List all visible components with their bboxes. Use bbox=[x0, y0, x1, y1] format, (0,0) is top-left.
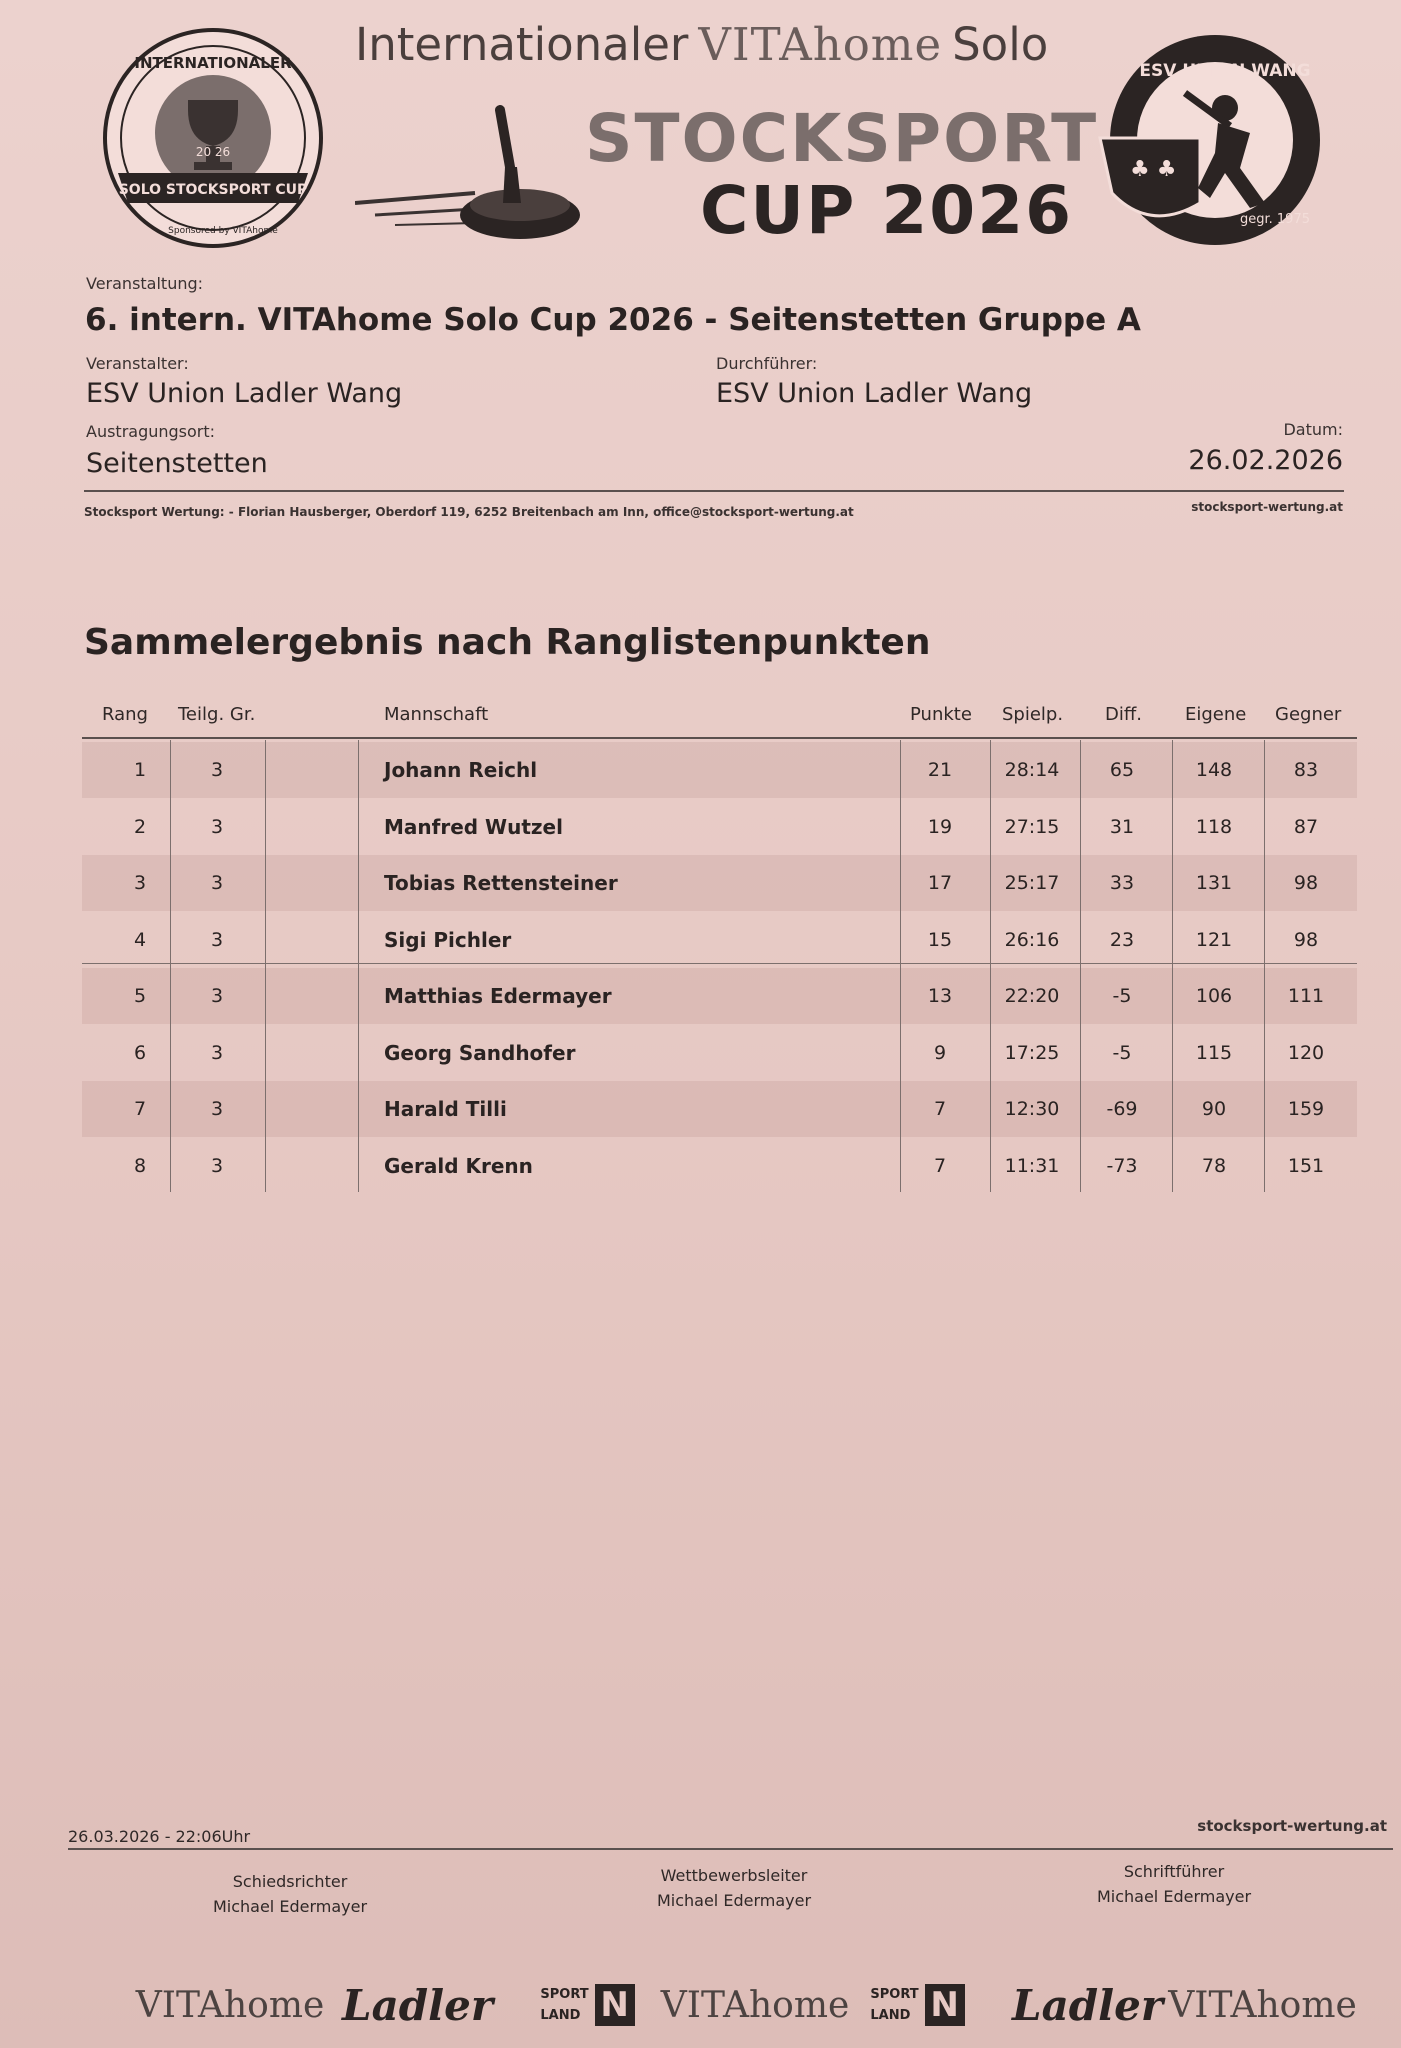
cell-rang: 4 bbox=[133, 928, 147, 951]
cell-spielp: 28:14 bbox=[1004, 759, 1060, 781]
cell-rang: 6 bbox=[133, 1041, 147, 1064]
signature-name: Michael Edermayer bbox=[212, 1897, 368, 1916]
cell-gegner: 83 bbox=[1293, 759, 1319, 781]
cell-punkte: 17 bbox=[927, 872, 953, 894]
signature-referee bbox=[160, 1872, 420, 1916]
cell-name: Georg Sandhofer bbox=[384, 1040, 576, 1065]
cell-eigene: 148 bbox=[1195, 759, 1233, 781]
sponsor-vitahome-logo: VITAhome bbox=[135, 1984, 325, 2026]
date-label: Datum: bbox=[1283, 420, 1343, 439]
cell-teilg: 3 bbox=[210, 1154, 224, 1177]
svg-text:♣ ♣: ♣ ♣ bbox=[1130, 157, 1177, 182]
cell-punkte: 7 bbox=[933, 1098, 947, 1120]
cell-eigene: 115 bbox=[1195, 1041, 1233, 1064]
col-header-teilg: Teilg. Gr. bbox=[178, 704, 256, 725]
signature-role: Wettbewerbsleiter bbox=[660, 1866, 808, 1885]
cell-teilg: 3 bbox=[210, 985, 224, 1007]
brand-line bbox=[355, 18, 1048, 71]
cell-diff: -5 bbox=[1112, 1041, 1132, 1064]
table-header-rule bbox=[82, 737, 1357, 739]
cell-eigene: 90 bbox=[1201, 1098, 1227, 1120]
cell-spielp: 25:17 bbox=[1004, 872, 1060, 894]
col-header-spielp: Spielp. bbox=[1002, 704, 1064, 725]
column-divider bbox=[170, 740, 171, 1192]
table-row bbox=[82, 855, 1357, 911]
sponsor-sportland-logo: SPORT LAND N bbox=[860, 1975, 975, 2035]
cell-rang: 1 bbox=[133, 759, 147, 781]
column-divider bbox=[265, 740, 266, 1192]
cell-eigene: 78 bbox=[1201, 1154, 1227, 1177]
brand-left: Internationaler bbox=[355, 18, 689, 71]
table-row bbox=[82, 1138, 1357, 1194]
executor-value: ESV Union Ladler Wang bbox=[716, 378, 1033, 409]
title-line-1: STOCKSPORT bbox=[585, 100, 1099, 177]
section-title: Sammelergebnis nach Ranglistenpunkten bbox=[84, 622, 931, 663]
sponsor-vitahome-logo: VITAhome bbox=[660, 1984, 850, 2026]
sportland-n-icon: N bbox=[925, 1984, 965, 2026]
cell-teilg: 3 bbox=[210, 928, 224, 951]
cell-rang: 3 bbox=[133, 872, 147, 894]
svg-text:SOLO STOCKSPORT CUP: SOLO STOCKSPORT CUP bbox=[118, 182, 308, 198]
cell-name: Manfred Wutzel bbox=[384, 814, 563, 839]
cell-rang: 7 bbox=[133, 1098, 147, 1120]
column-divider bbox=[990, 740, 991, 1192]
cell-name: Matthias Edermayer bbox=[384, 984, 612, 1008]
column-divider bbox=[1264, 740, 1265, 1192]
brand-vita-logo: VITAhome bbox=[698, 18, 943, 71]
table-row bbox=[82, 968, 1357, 1024]
cell-spielp: 11:31 bbox=[1004, 1154, 1060, 1177]
col-header-diff: Diff. bbox=[1105, 704, 1142, 725]
cell-gegner: 120 bbox=[1287, 1041, 1325, 1064]
cell-teilg: 3 bbox=[210, 1098, 224, 1120]
venue-label: Austragungsort: bbox=[86, 422, 216, 441]
cell-diff: 33 bbox=[1109, 872, 1135, 894]
col-header-team: Mannschaft bbox=[384, 704, 489, 725]
signature-name: Michael Edermayer bbox=[1096, 1887, 1252, 1906]
cell-punkte: 9 bbox=[933, 1041, 947, 1064]
cell-diff: -69 bbox=[1106, 1098, 1138, 1120]
sponsor-ladler-logo: Ladler bbox=[342, 1980, 493, 2030]
column-divider bbox=[1080, 740, 1081, 1192]
cup-emblem-logo bbox=[98, 28, 328, 258]
organizer-label: Veranstalter: bbox=[86, 354, 189, 373]
cell-diff: -5 bbox=[1112, 985, 1132, 1007]
column-divider bbox=[358, 740, 359, 1192]
cell-teilg: 3 bbox=[210, 872, 224, 894]
cell-gegner: 111 bbox=[1287, 985, 1325, 1007]
cell-spielp: 26:16 bbox=[1004, 928, 1060, 951]
cell-punkte: 15 bbox=[927, 928, 953, 951]
header-divider bbox=[84, 490, 1344, 492]
date-value: 26.02.2026 bbox=[1188, 445, 1343, 476]
footer-site: stocksport-wertung.at bbox=[1197, 1817, 1387, 1835]
cell-rang: 5 bbox=[133, 985, 147, 1007]
club-emblem-logo bbox=[1090, 28, 1325, 253]
cell-punkte: 13 bbox=[927, 985, 953, 1007]
cell-punkte: 21 bbox=[927, 759, 953, 781]
table-row bbox=[82, 912, 1357, 968]
cell-diff: -73 bbox=[1106, 1154, 1138, 1177]
svg-text:gegr. 1975: gegr. 1975 bbox=[1239, 212, 1311, 227]
svg-text:20 26: 20 26 bbox=[195, 145, 231, 159]
col-header-punkte: Punkte bbox=[910, 704, 972, 725]
brand-right: Solo bbox=[952, 18, 1049, 71]
cell-name: Gerald Krenn bbox=[384, 1153, 533, 1178]
cell-name: Harald Tilli bbox=[384, 1097, 507, 1121]
table-row bbox=[82, 799, 1357, 855]
signature-role: Schiedsrichter bbox=[232, 1872, 348, 1891]
event-label: Veranstaltung: bbox=[86, 274, 204, 293]
group-separator bbox=[82, 963, 1357, 964]
cell-eigene: 106 bbox=[1195, 985, 1233, 1007]
table-row bbox=[82, 742, 1357, 798]
cell-diff: 65 bbox=[1109, 759, 1135, 781]
table-row bbox=[82, 1025, 1357, 1081]
cell-spielp: 27:15 bbox=[1004, 815, 1060, 838]
sponsor-ladler-logo: Ladler bbox=[1012, 1980, 1163, 2030]
event-title: 6. intern. VITAhome Solo Cup 2026 - Seitenstetten Gruppe A bbox=[85, 302, 1141, 338]
cell-eigene: 121 bbox=[1195, 928, 1233, 951]
cell-diff: 31 bbox=[1109, 815, 1135, 838]
sponsor-sportland-logo: SPORT LAND N bbox=[530, 1975, 645, 2035]
column-divider bbox=[1172, 740, 1173, 1192]
cell-punkte: 7 bbox=[933, 1154, 947, 1177]
cell-gegner: 87 bbox=[1293, 815, 1319, 838]
signature-name: Michael Edermayer bbox=[656, 1891, 812, 1910]
cell-name: Sigi Pichler bbox=[384, 927, 512, 952]
cell-spielp: 22:20 bbox=[1004, 985, 1060, 1007]
cell-eigene: 131 bbox=[1195, 872, 1233, 894]
cell-eigene: 118 bbox=[1195, 815, 1233, 838]
scoring-site: stocksport-wertung.at bbox=[1191, 500, 1343, 514]
cell-gegner: 98 bbox=[1293, 872, 1319, 894]
sportland-n-icon: N bbox=[595, 1984, 635, 2026]
svg-text:ESV UNION WANG: ESV UNION WANG bbox=[1139, 61, 1311, 81]
cell-punkte: 19 bbox=[927, 815, 953, 838]
cell-rang: 2 bbox=[133, 815, 147, 838]
cell-spielp: 12:30 bbox=[1004, 1098, 1060, 1120]
footer-divider bbox=[68, 1848, 1393, 1850]
print-timestamp: 26.03.2026 - 22:06Uhr bbox=[68, 1827, 251, 1846]
scoring-info: Stocksport Wertung: - Florian Hausberger, Oberdorf 119, 6252 Breitenbach am Inn, office@stocksport-wertung.at bbox=[84, 505, 854, 519]
table-row bbox=[82, 1081, 1357, 1137]
venue-value: Seitenstetten bbox=[86, 448, 268, 479]
signature-competition-leader bbox=[604, 1866, 864, 1910]
signature-secretary bbox=[1044, 1862, 1304, 1906]
cell-rang: 8 bbox=[133, 1154, 147, 1177]
cell-name: Tobias Rettensteiner bbox=[384, 871, 618, 895]
organizer-value: ESV Union Ladler Wang bbox=[86, 378, 403, 409]
col-header-eigene: Eigene bbox=[1185, 704, 1247, 725]
executor-label: Durchführer: bbox=[716, 354, 818, 373]
cell-teilg: 3 bbox=[210, 759, 224, 781]
cell-teilg: 3 bbox=[210, 815, 224, 838]
col-header-gegner: Gegner bbox=[1275, 704, 1342, 725]
col-header-rang: Rang bbox=[102, 704, 148, 725]
signature-role: Schriftführer bbox=[1123, 1862, 1225, 1881]
cell-gegner: 98 bbox=[1293, 928, 1319, 951]
curling-stone-icon bbox=[355, 105, 595, 245]
cell-teilg: 3 bbox=[210, 1041, 224, 1064]
cell-gegner: 159 bbox=[1287, 1098, 1325, 1120]
cell-spielp: 17:25 bbox=[1004, 1041, 1060, 1064]
svg-text:INTERNATIONALER: INTERNATIONALER bbox=[134, 54, 292, 72]
svg-text:Sponsored by VITAhome: Sponsored by VITAhome bbox=[168, 226, 278, 236]
cell-gegner: 151 bbox=[1287, 1154, 1325, 1177]
sponsor-vitahome-logo: VITAhome bbox=[1168, 1984, 1357, 2026]
cell-name: Johann Reichl bbox=[384, 758, 538, 782]
column-divider bbox=[900, 740, 901, 1192]
title-line-2: CUP 2026 bbox=[700, 172, 1074, 249]
cell-diff: 23 bbox=[1109, 928, 1135, 951]
